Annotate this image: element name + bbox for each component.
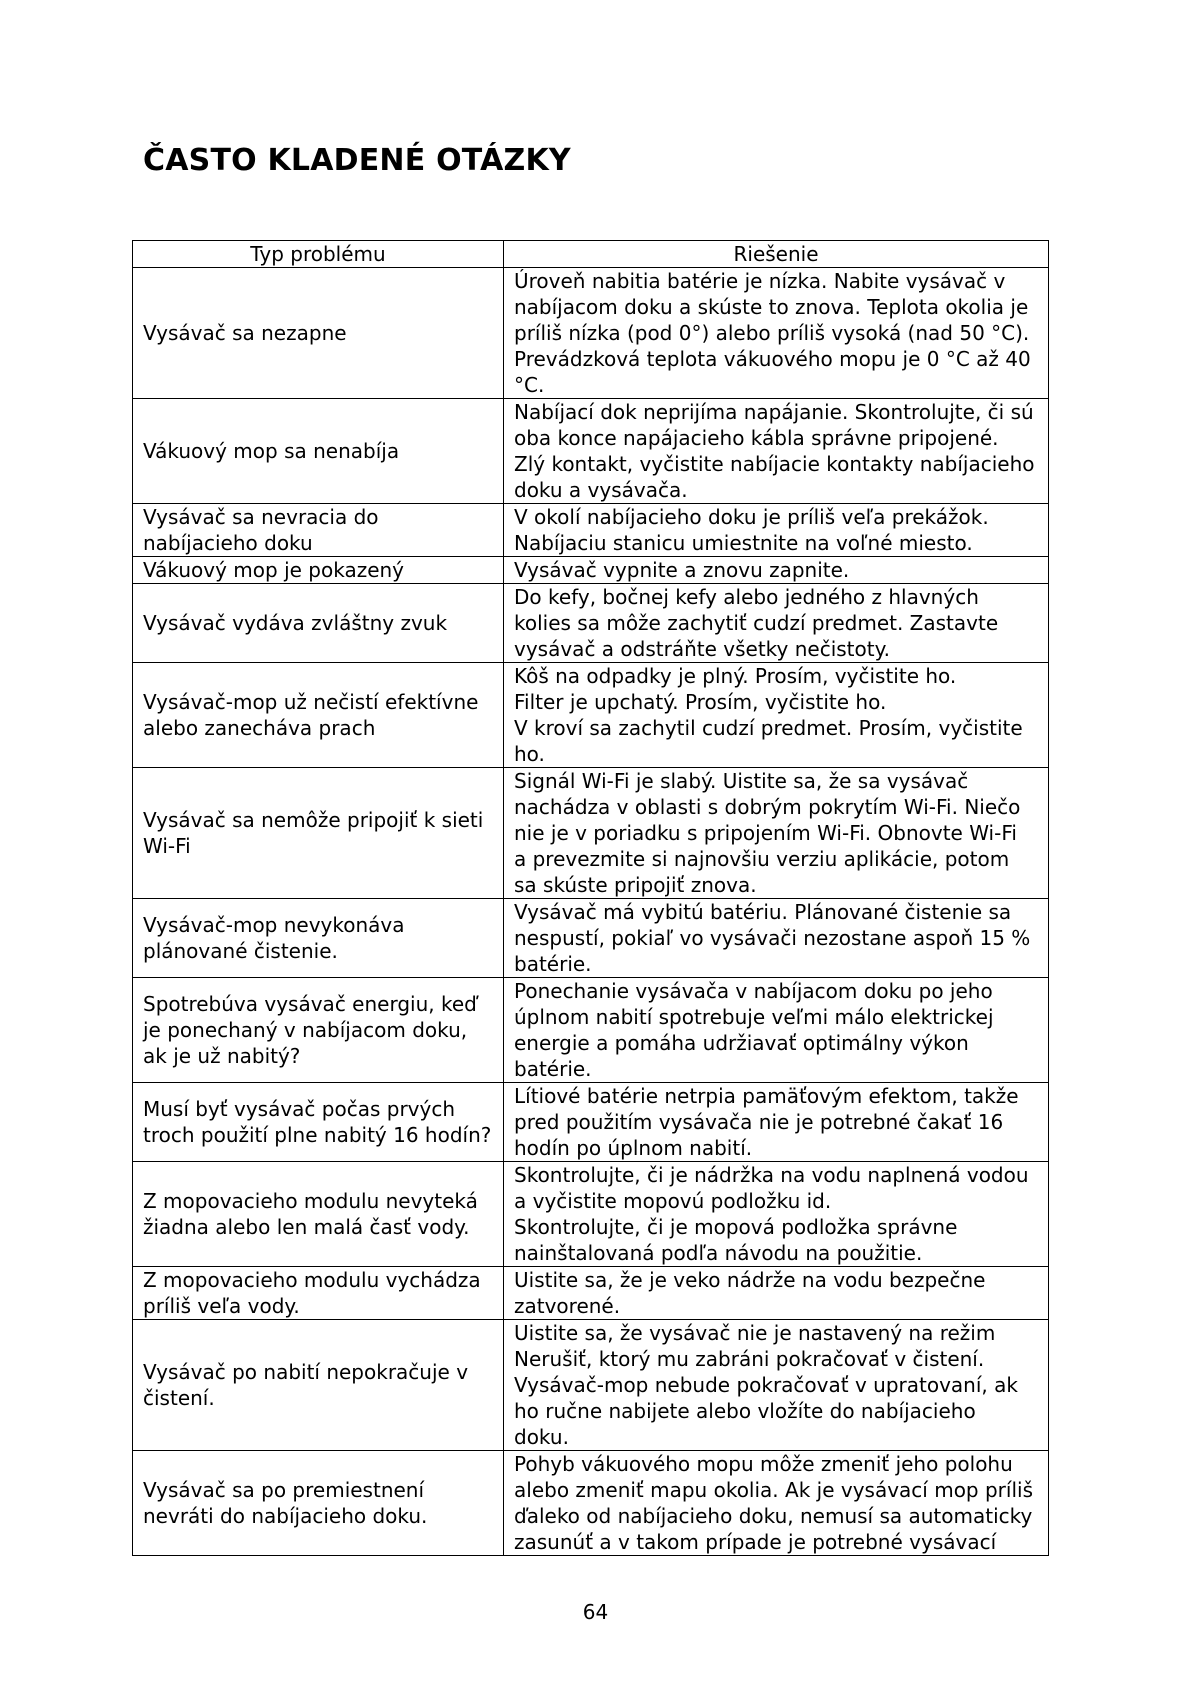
problem-cell: [133, 1320, 504, 1451]
solution-line: a prevezmite si najnovšiu verziu aplikácie, potom: [514, 847, 1010, 871]
problem-line: Vysávač sa po premiestnení: [143, 1478, 425, 1502]
solution-line: Nabíjaciu stanicu umiestnite na voľné miesto.: [514, 531, 973, 555]
table-row: [133, 1267, 1049, 1320]
solution-line: batérie.: [514, 1057, 592, 1081]
solution-cell: [504, 663, 1049, 768]
problem-cell: [133, 1083, 504, 1162]
table-row: [133, 584, 1049, 663]
solution-cell: [504, 268, 1049, 399]
table-row: [133, 978, 1049, 1083]
solution-line: V okolí nabíjacieho doku je príliš veľa prekážok.: [514, 505, 989, 529]
solution-line: batérie.: [514, 952, 592, 976]
solution-line: Vysávač vypnite a znovu zapnite.: [514, 558, 850, 582]
solution-line: Prevádzková teplota vákuového mopu je 0 °C až 40: [514, 347, 1031, 371]
solution-line: nainštalovaná podľa návodu na použitie.: [514, 1241, 923, 1265]
problem-cell: [133, 1267, 504, 1320]
problem-cell: [133, 504, 504, 557]
problem-line: žiadna alebo len malá časť vody.: [143, 1215, 470, 1239]
solution-line: ho.: [514, 742, 545, 766]
problem-cell: [133, 978, 504, 1083]
solution-cell: [504, 1083, 1049, 1162]
solution-line: Ponechanie vysávača v nabíjacom doku po jeho: [514, 979, 993, 1003]
problem-line: čistení.: [143, 1386, 215, 1410]
problem-cell: [133, 899, 504, 978]
solution-line: Signál Wi-Fi je slabý. Uistite sa, že sa vysávač: [514, 769, 969, 793]
problem-cell: [133, 1162, 504, 1267]
table-row: [133, 1083, 1049, 1162]
solution-cell: [504, 1451, 1049, 1556]
solution-line: V kroví sa zachytil cudzí predmet. Prosím, vyčistite: [514, 716, 1023, 740]
solution-cell: [504, 557, 1049, 584]
solution-line: úplnom nabití spotrebuje veľmi málo elektrickej: [514, 1005, 994, 1029]
problem-line: Vysávač sa nevracia do: [143, 505, 379, 529]
solution-line: nabíjacom doku a skúste to znova. Teplota okolia je: [514, 295, 1029, 319]
solution-line: Vysávač má vybitú batériu. Plánované čistenie sa: [514, 900, 1012, 924]
table-row: [133, 504, 1049, 557]
problem-line: Musí byť vysávač počas prvých: [143, 1097, 456, 1121]
solution-cell: [504, 978, 1049, 1083]
solution-line: °C.: [514, 373, 545, 397]
solution-line: Skontrolujte, či je nádržka na vodu naplnená vodou: [514, 1163, 1029, 1187]
table-row: [133, 1451, 1049, 1556]
solution-line: a vyčistite mopovú podložku id.: [514, 1189, 832, 1213]
problem-line: je ponechaný v nabíjacom doku,: [143, 1018, 468, 1042]
table-row: [133, 1162, 1049, 1267]
solution-cell: [504, 399, 1049, 504]
table-row: [133, 268, 1049, 399]
problem-cell: [133, 268, 504, 399]
solution-line: Uistite sa, že vysávač nie je nastavený na režim: [514, 1321, 996, 1345]
problem-cell: [133, 768, 504, 899]
solution-line: Nerušiť, ktorý mu zabráni pokračovať v čistení.: [514, 1347, 985, 1371]
problem-line: Vákuový mop je pokazený: [143, 558, 405, 582]
solution-line: zatvorené.: [514, 1294, 621, 1318]
problem-line: troch použití plne nabitý 16 hodín?: [143, 1123, 492, 1147]
solution-line: Skontrolujte, či je mopová podložka správne: [514, 1215, 958, 1239]
problem-line: Vysávač sa nemôže pripojiť k sieti: [143, 808, 484, 832]
problem-line: Vákuový mop sa nenabíja: [143, 439, 400, 463]
problem-line: príliš veľa vody.: [143, 1294, 300, 1318]
solution-line: Uistite sa, že je veko nádrže na vodu bezpečne: [514, 1268, 986, 1292]
problem-cell: [133, 663, 504, 768]
solution-line: oba konce napájacieho kábla správne pripojené.: [514, 426, 999, 450]
solution-cell: [504, 1162, 1049, 1267]
faq-table: [132, 240, 1049, 1556]
problem-line: Vysávač vydáva zvláštny zvuk: [143, 611, 448, 635]
solution-line: vysávač a odstráňte všetky nečistoty.: [514, 637, 890, 661]
header-problem: Typ problému: [133, 241, 504, 268]
table-row: [133, 399, 1049, 504]
solution-cell: [504, 584, 1049, 663]
solution-line: hodín po úplnom nabití.: [514, 1136, 753, 1160]
problem-line: Vysávač-mop už nečistí efektívne: [143, 690, 479, 714]
solution-line: pred použitím vysávača nie je potrebné čakať 16: [514, 1110, 1004, 1134]
page-title: ČASTO KLADENÉ OTÁZKY: [143, 143, 571, 178]
solution-line: Zlý kontakt, vyčistite nabíjacie kontakty nabíjacieho: [514, 452, 1035, 476]
solution-line: sa skúste pripojiť znova.: [514, 873, 757, 897]
solution-line: Do kefy, bočnej kefy alebo jedného z hlavných: [514, 585, 979, 609]
solution-cell: [504, 768, 1049, 899]
problem-line: ak je už nabitý?: [143, 1044, 301, 1068]
problem-cell: [133, 1451, 504, 1556]
problem-cell: [133, 399, 504, 504]
problem-line: Spotrebúva vysávač energiu, keď: [143, 992, 477, 1016]
solution-line: Vysávač-mop nebude pokračovať v upratovaní, ak: [514, 1373, 1018, 1397]
problem-cell: [133, 584, 504, 663]
problem-line: Vysávač-mop nevykonáva: [143, 913, 405, 937]
table-row: [133, 768, 1049, 899]
problem-line: alebo zanecháva prach: [143, 716, 376, 740]
problem-line: nabíjacieho doku: [143, 531, 313, 555]
solution-line: nachádza v oblasti s dobrým pokrytím Wi-Fi. Niečo: [514, 795, 1021, 819]
table-row: [133, 557, 1049, 584]
solution-line: Pohyb vákuového mopu môže zmeniť jeho polohu: [514, 1452, 1013, 1476]
solution-line: doku a vysávača.: [514, 478, 688, 502]
faq-table-body: [133, 268, 1049, 1556]
solution-cell: [504, 504, 1049, 557]
problem-line: Z mopovacieho modulu vychádza: [143, 1268, 481, 1292]
solution-cell: [504, 1320, 1049, 1451]
solution-line: zasunúť a v takom prípade je potrebné vysávací: [514, 1530, 997, 1554]
solution-line: Filter je upchatý. Prosím, vyčistite ho.: [514, 690, 887, 714]
table-header-row: [133, 241, 1049, 268]
page-number: 64: [582, 1600, 609, 1624]
solution-line: alebo zmeniť mapu okolia. Ak je vysávací mop príliš: [514, 1478, 1033, 1502]
problem-line: Vysávač po nabití nepokračuje v: [143, 1360, 469, 1384]
solution-line: Lítiové batérie netrpia pamäťovým efektom, takže: [514, 1084, 1019, 1108]
problem-line: plánované čistenie.: [143, 939, 338, 963]
solution-line: kolies sa môže zachytiť cudzí predmet. Zastavte: [514, 611, 999, 635]
table-row: [133, 899, 1049, 978]
solution-line: príliš nízka (pod 0°) alebo príliš vysoká (nad 50 °C).: [514, 321, 1030, 345]
solution-line: nespustí, pokiaľ vo vysávači nezostane aspoň 15 %: [514, 926, 1031, 950]
solution-line: Úroveň nabitia batérie je nízka. Nabite vysávač v: [514, 269, 1006, 293]
problem-line: nevráti do nabíjacieho doku.: [143, 1504, 428, 1528]
problem-line: Vysávač sa nezapne: [143, 321, 347, 345]
solution-line: nie je v poriadku s pripojením Wi-Fi. Obnovte Wi-Fi: [514, 821, 1017, 845]
solution-cell: [504, 899, 1049, 978]
solution-line: energie a pomáha udržiavať optimálny výkon: [514, 1031, 969, 1055]
solution-line: Kôš na odpadky je plný. Prosím, vyčistite ho.: [514, 664, 957, 688]
table-row: [133, 1320, 1049, 1451]
problem-line: Wi-Fi: [143, 834, 191, 858]
solution-line: doku.: [514, 1425, 569, 1449]
problem-cell: [133, 557, 504, 584]
table-row: [133, 663, 1049, 768]
solution-line: ďaleko od nabíjacieho doku, nemusí sa automaticky: [514, 1504, 1033, 1528]
solution-cell: [504, 1267, 1049, 1320]
header-solution: Riešenie: [504, 241, 1049, 268]
solution-line: Nabíjací dok neprijíma napájanie. Skontrolujte, či sú: [514, 400, 1034, 424]
solution-line: ho ručne nabijete alebo vložíte do nabíjacieho: [514, 1399, 976, 1423]
problem-line: Z mopovacieho modulu nevyteká: [143, 1189, 478, 1213]
